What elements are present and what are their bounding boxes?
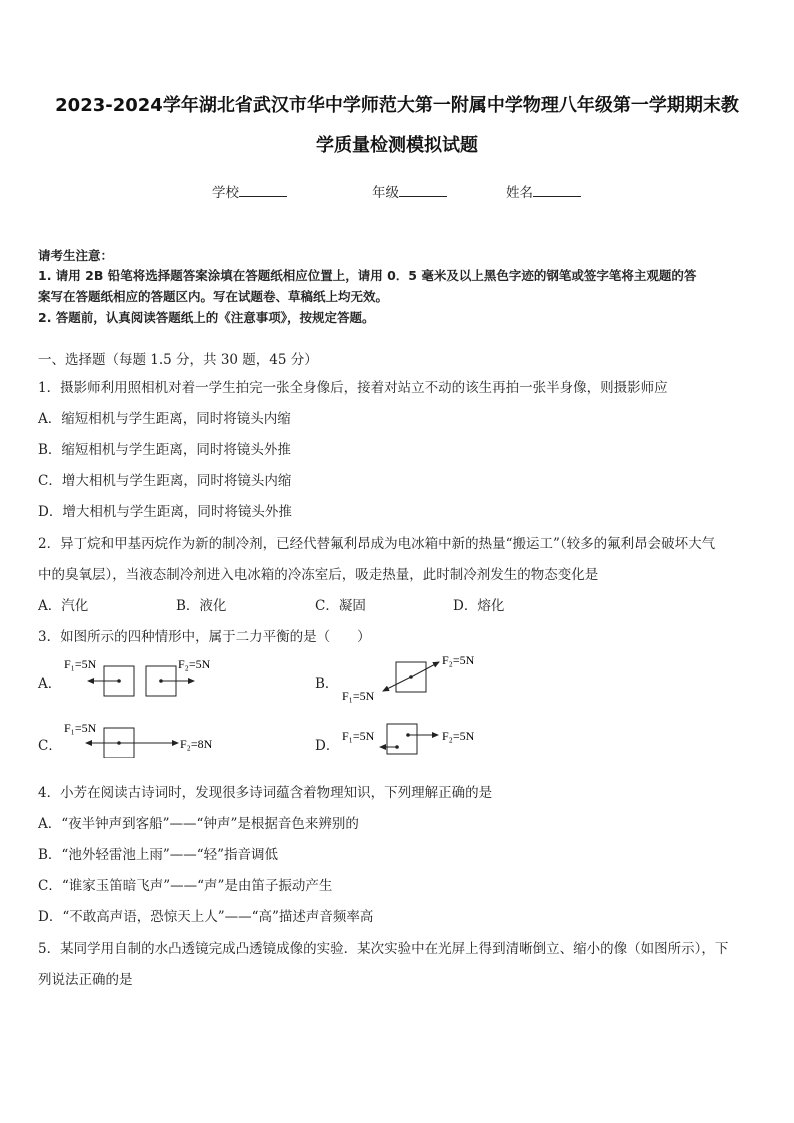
q4-option-b: B．“池外轻雷池上雨”——“轻”指音调低	[38, 847, 279, 863]
figc-f2-label: F₂=8N	[180, 737, 213, 751]
name-label: 姓名	[506, 185, 533, 201]
school-field	[212, 181, 287, 201]
figa-f2-label: F₂=5N	[178, 657, 211, 671]
q2-stem-line-2: 中的臭氧层），当液态制冷剂进入电冰箱的冷冻室后，吸走热量，此时制冷剂发生的物态变化是	[38, 567, 599, 583]
figc-f1-label: F₁=5N	[64, 721, 97, 735]
q2-option-c: C．凝固	[315, 598, 366, 614]
notice-item-1b: 案写在答题纸相应的答题区内。写在试题卷、草稿纸上均无效。	[38, 289, 389, 304]
name-blank[interactable]	[533, 183, 581, 197]
q1-option-d: D．增大相机与学生距离，同时将镜头外推	[38, 504, 292, 520]
q1-option-c: C．增大相机与学生距离，同时将镜头内缩	[38, 473, 292, 489]
figd-f2-label: F₂=5N	[442, 729, 475, 743]
notice-heading: 请考生注意：	[38, 248, 114, 263]
q3-figure-c	[60, 718, 230, 758]
figb-arrow-f2	[411, 662, 439, 677]
q3-option-c: C．	[38, 738, 62, 754]
figd-box	[387, 724, 417, 754]
figb-f1-label: F₁=5N	[342, 689, 375, 703]
q3-option-a: A．	[38, 676, 62, 692]
q5-stem-line-1: 5．某同学用自制的水凸透镜完成凸透镜成像的实验．某次实验中在光屏上得到清晰倒立、缩小的像（如图所示），下	[38, 941, 729, 957]
q2-option-d: D．熔化	[453, 598, 505, 614]
q3-figure-a	[60, 652, 230, 702]
q3-option-d: D．	[315, 738, 340, 754]
grade-field	[372, 181, 447, 201]
q1-stem: 1．摄影师利用照相机对着一学生拍完一张全身像后，接着对站立不动的该生再拍一张半身像，则摄影师应	[38, 380, 668, 396]
figb-f2-label: F₂=5N	[442, 653, 475, 667]
q4-option-d: D．“不敢高声语，恐惊天上人”——“高”描述声音频率高	[38, 909, 374, 925]
q2-option-b: B．液化	[176, 598, 227, 614]
q2-option-a: A．汽化	[38, 598, 89, 614]
name-field	[506, 181, 581, 201]
q4-option-c: C．“谁家玉笛暗飞声”——“声”是由笛子振动产生	[38, 878, 333, 894]
q3-stem: 3．如图所示的四种情形中，属于二力平衡的是（ ）	[38, 629, 371, 645]
school-blank[interactable]	[239, 183, 287, 197]
q5-stem-line-2: 列说法正确的是	[38, 972, 133, 988]
grade-blank[interactable]	[399, 183, 447, 197]
school-label: 学校	[212, 185, 239, 201]
figa-f1-label: F₁=5N	[64, 657, 97, 671]
exam-title	[30, 86, 764, 166]
q1-option-b: B．缩短相机与学生距离，同时将镜头外推	[38, 442, 291, 458]
section-heading: 一、选择题（每题 1.5 分，共 30 题，45 分）	[38, 352, 318, 368]
title-line-1: 2023-2024学年湖北省武汉市华中学师范大第一附属中学物理八年级第一学期期末教	[55, 95, 739, 116]
q2-stem-line-1: 2．异丁烷和甲基丙烷作为新的制冷剂，已经代替氟利昂成为电冰箱中新的热量“搬运工”（较多的氟利昂会破坏大气	[38, 536, 716, 552]
q4-stem: 4．小芳在阅读古诗词时，发现很多诗词蕴含着物理知识，下列理解正确的是	[38, 785, 493, 801]
q1-option-a: A．缩短相机与学生距离，同时将镜头内缩	[38, 411, 291, 427]
q3-option-b: B．	[315, 676, 339, 692]
q3-figure-b	[338, 650, 498, 708]
figb-arrow-f1	[383, 677, 411, 691]
notice-item-1a: 1. 请用 2B 铅笔将选择题答案涂填在答题纸相应位置上，请用 0．5 毫米及以上黑色字迹的钢笔或签字笔将主观题的答	[38, 268, 697, 283]
title-line-2: 学质量检测模拟试题	[316, 135, 478, 156]
notice-item-2: 2. 答题前，认真阅读答题纸上的《注意事项》，按规定答题。	[38, 310, 375, 325]
figd-f1-label: F₁=5N	[342, 729, 375, 743]
q3-figure-d	[338, 718, 498, 758]
grade-label: 年级	[372, 185, 399, 201]
q4-option-a: A．“夜半钟声到客船”——“钟声”是根据音色来辨别的	[38, 816, 359, 832]
